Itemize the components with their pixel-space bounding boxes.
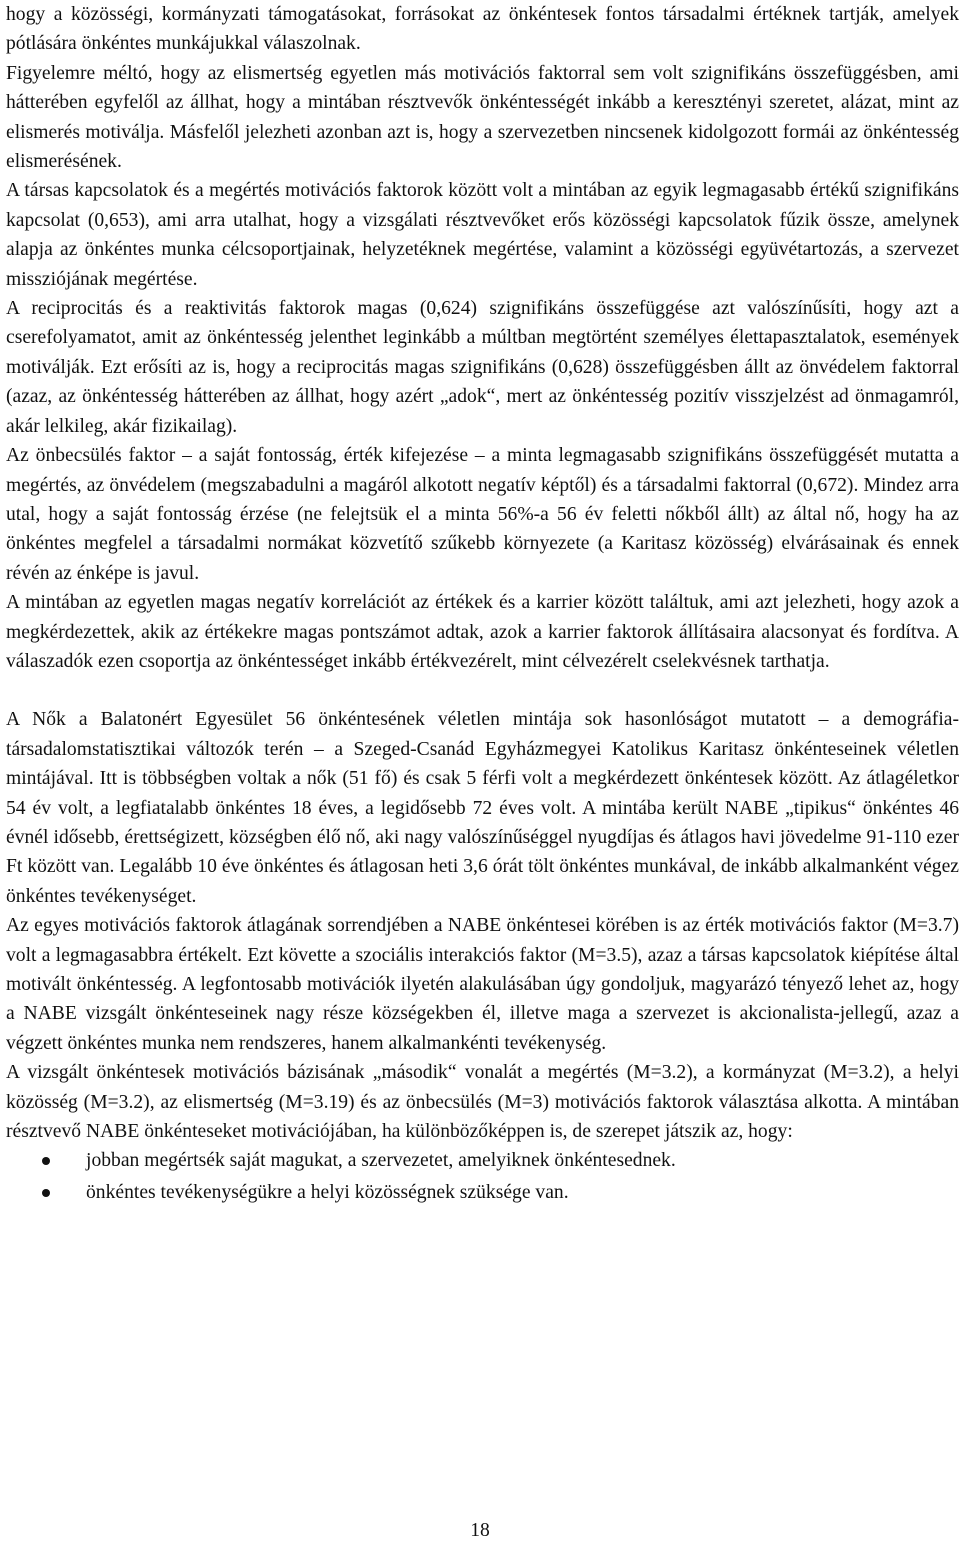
page-number: 18: [470, 1520, 490, 1541]
paragraph-8: Az egyes motivációs faktorok átlagának sorrendjében a NABE önkéntesei körében is az érték motivációs faktor (M=3.7) volt a legmagasabbra értékelt. Ezt követte a szociális interakciós faktor (M=3.5), azaz a társas kapcsolatok kiépítése által motivált önkéntesség. A legfontosabb motivációk ilyetén alakulásában úgy gondoljuk, magyarázó tényező lehet az, hogy a NABE vizsgált önkénteseinek nagy része községekben él, illetve maga a szervezet is akcionalista-jellegű, azaz a végzett önkéntes munka nem rendszeres, hanem alkalmankénti tevékenység.: [6, 915, 959, 1054]
bullet-list: [6, 1146, 959, 1207]
document-page: [6, 0, 959, 1209]
paragraph-5: Az önbecsülés faktor – a saját fontosság, érték kifejezése – a minta legmagasabb szignifikáns összefüggését mutatta a megértés, az önvédelem (megszabadulni a magáról alkotott negatív képtől) és a társadalmi faktorral (0,672). Mindez arra utal, hogy a saját fontosság érzése (ne felejtsük el a minta 56%-a 56 év feletti nőkből állt) az által nő, hogy ha az önkéntes megfelel a társadalmi normákat közvetítő szűkebb környezete (a Karitasz közösség) elvárásainak és ennek révén az énképe is javul.: [6, 445, 959, 584]
bullet-text: jobban megértsék saját magukat, a szervezetet, amelyiknek önkéntesednek.: [86, 1150, 676, 1172]
paragraph-1: hogy a közösségi, kormányzati támogatásokat, forrásokat az önkéntesek fontos társadalmi értéknek tartják, amelyek pótlására önkéntes munkájukkal válaszolnak.: [6, 4, 959, 55]
paragraph-7: A Nők a Balatonért Egyesület 56 önkéntesének véletlen mintája sok hasonlóságot mutatott – a demográfia-társadalomstatisztikai változók terén – a Szeged-Csanád Egyházmegyei Katolikus Karitasz önkénteseinek véletlen mintájával. Itt is többségben voltak a nők (51 fő) és csak 5 férfi volt a megkérdezett önkéntesek között. Az átlagéletkor 54 év volt, a legfiatalabb önkéntes 18 éves, a legidősebb 72 éves volt. A mintába került NABE „tipikus“ önkéntes 46 évnél idősebb, érettségizett, községben élő nő, aki nagy valószínűséggel nyugdíjas és átlagos havi jövedelme 91-110 ezer Ft között van. Legalább 10 éve önkéntes és átlagosan heti 3,6 órát tölt önkéntes munkával, de inkább alkalmanként végez önkéntes tevékenységet.: [6, 709, 959, 907]
section-spacer: [6, 676, 959, 705]
paragraph-6: A mintában az egyetlen magas negatív korrelációt az értékek és a karrier között találtuk, ami azt jelezheti, hogy azok a megkérdezettek, akik az értékekre magas pontszámot adtak, azok a karrier faktorok állításaira alacsonyat és fordítva. A válaszadók ezen csoportja az önkéntességet inkább értékvezérelt, mint célvezérelt cselekvésnek tarthatja.: [6, 592, 959, 672]
bullet-item: [6, 1178, 959, 1207]
paragraph-9: A vizsgált önkéntesek motivációs bázisának „második“ vonalát a megértés (M=3.2), a kormányzat (M=3.2), a helyi közösség (M=3.2), az elismertség (M=3.19) és az önbecsülés (M=3) motivációs faktorok választása alkotta. A mintában résztvevő NABE önkénteseket motivációjában, ha különbözőképpen is, de szerepet játszik az, hogy:: [6, 1062, 959, 1143]
paragraph-4: A reciprocitás és a reaktivitás faktorok magas (0,624) szignifikáns összefüggése azt valószínűsíti, hogy azt a cserefolyamatot, amit az önkéntesség jelenthet leginkább a múltban megtörtént személyes élettapasztalatok, események motiválják. Ezt erősíti az is, hogy a reciprocitás magas szignifikáns (0,628) összefüggésben állt az önvédelem faktorral (azaz, az önkéntesség hátterében az állhat, hogy azért „adok“, mert az önkéntesség pozitív visszjelzést ad önmagamról, akár lelkileg, akár fizikailag).: [6, 298, 959, 437]
bullet-item: [6, 1146, 959, 1175]
bullet-dot-icon: [42, 1157, 50, 1165]
paragraph-3: A társas kapcsolatok és a megértés motivációs faktorok között volt a mintában az egyik legmagasabb értékű szignifikáns kapcsolat (0,653), ami arra utalhat, hogy a vizsgálati résztvevőket erős közösségi kapcsolatok fűzik össze, amelynek alapja az önkéntes munka célcsoportjainak, helyzetéknek megértése, valamint a közösségi együvétartozás, a szervezet missziójának megértése.: [6, 180, 959, 290]
bullet-text: önkéntes tevékenységükre a helyi közösségnek szüksége van.: [86, 1181, 569, 1203]
bullet-dot-icon: [42, 1189, 50, 1197]
paragraph-2: Figyelemre méltó, hogy az elismertség egyetlen más motivációs faktorral sem volt szignifikáns összefüggésben, ami hátterében egyfelől az állhat, hogy a mintában résztvevők önkéntességét inkább a keresztényi szeretet, alázat, mint az elismerés motiválja. Másfelől jelezheti azonban azt is, hogy a szervezetben nincsenek kidolgozott formái az önkéntesség elismerésének.: [6, 62, 959, 173]
